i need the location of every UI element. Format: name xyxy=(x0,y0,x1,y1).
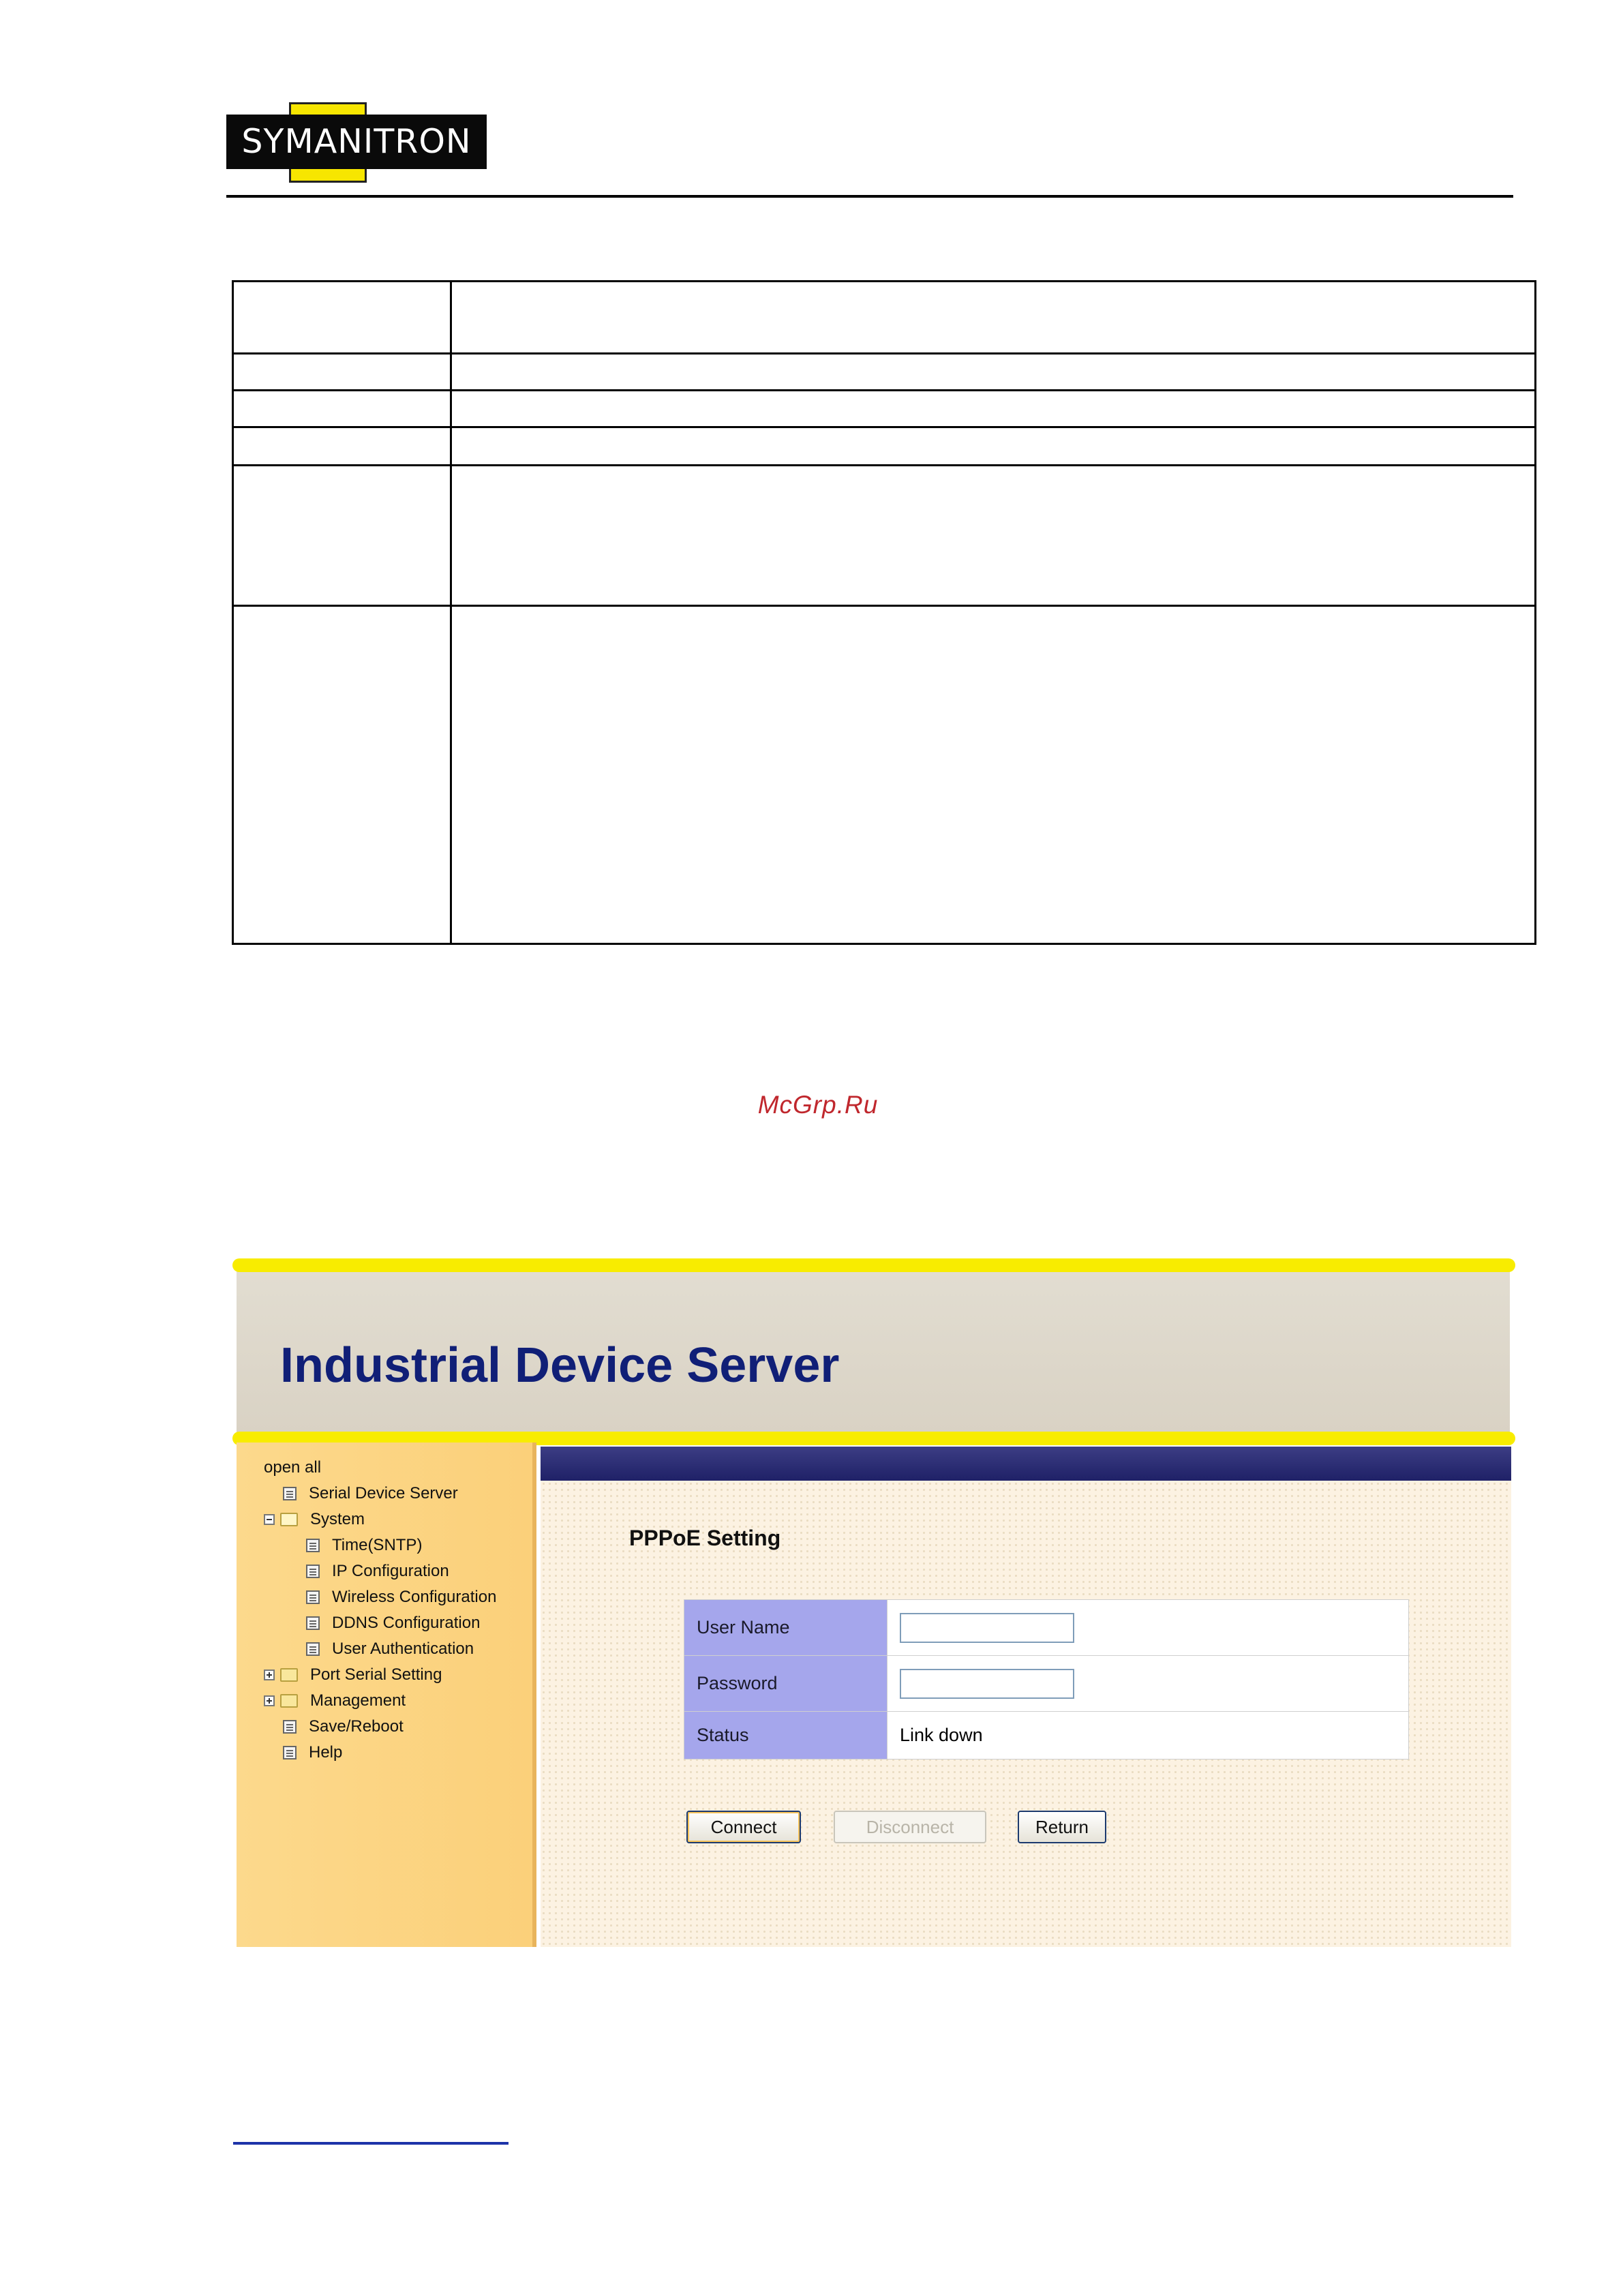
table-cell xyxy=(233,606,451,944)
table-cell xyxy=(233,427,451,466)
page-icon xyxy=(283,1720,297,1734)
status-label: Status xyxy=(684,1712,888,1759)
password-cell xyxy=(888,1656,1409,1712)
watermark: McGrp.Ru xyxy=(757,1091,879,1119)
table-row xyxy=(684,1656,1409,1712)
folder-icon xyxy=(280,1694,298,1708)
user-name-label: User Name xyxy=(684,1600,888,1656)
table-row xyxy=(233,391,1536,427)
logo-text: SYMANITRON xyxy=(241,122,472,161)
page-icon xyxy=(306,1642,320,1656)
open-all-link[interactable]: open all xyxy=(264,1458,322,1477)
table-cell xyxy=(451,606,1536,944)
password-input[interactable] xyxy=(900,1669,1074,1699)
page-icon xyxy=(306,1590,320,1604)
banner-title: Industrial Device Server xyxy=(280,1338,840,1393)
sidebar-tree xyxy=(237,1442,536,1947)
folder-open-icon xyxy=(280,1513,298,1526)
sidebar-item-user-authentication[interactable]: User Authentication xyxy=(306,1637,474,1661)
sidebar-item-serial-device-server[interactable]: Serial Device Server xyxy=(264,1482,458,1505)
table-cell xyxy=(451,354,1536,391)
table-row xyxy=(233,466,1536,606)
banner xyxy=(237,1271,1510,1434)
sidebar-item-time-sntp[interactable]: Time(SNTP) xyxy=(306,1534,422,1557)
sidebar-item-port-serial-setting[interactable]: Port Serial Setting xyxy=(264,1663,442,1687)
table-cell xyxy=(451,427,1536,466)
sidebar-item-system[interactable]: System xyxy=(264,1508,365,1531)
expand-toggle-icon[interactable] xyxy=(264,1695,275,1706)
sidebar-item-ddns-configuration[interactable]: DDNS Configuration xyxy=(306,1612,480,1635)
main-content xyxy=(541,1481,1511,1947)
sidebar-item-wireless-configuration[interactable]: Wireless Configuration xyxy=(306,1586,496,1609)
password-label: Password xyxy=(684,1656,888,1712)
banner-stripe-top xyxy=(232,1258,1515,1272)
symanitron-logo xyxy=(226,102,487,183)
sidebar-item-help[interactable]: Help xyxy=(264,1741,342,1764)
table-row xyxy=(233,354,1536,391)
table-cell xyxy=(233,354,451,391)
table-row xyxy=(684,1712,1409,1759)
page-icon xyxy=(283,1746,297,1759)
table-cell xyxy=(233,391,451,427)
table-cell xyxy=(451,466,1536,606)
footnote-rule xyxy=(233,2142,509,2145)
expand-toggle-icon[interactable] xyxy=(264,1670,275,1680)
table-cell xyxy=(451,391,1536,427)
sidebar-item-save-reboot[interactable]: Save/Reboot xyxy=(264,1715,404,1738)
ui-screenshot xyxy=(232,1258,1515,1947)
collapse-toggle-icon[interactable] xyxy=(264,1514,275,1525)
sidebar-item-ip-configuration[interactable]: IP Configuration xyxy=(306,1560,449,1583)
table-cell xyxy=(233,466,451,606)
top-navbar xyxy=(541,1447,1511,1481)
page-icon xyxy=(306,1616,320,1630)
table-row xyxy=(684,1600,1409,1656)
header-rule xyxy=(226,195,1513,198)
table-row xyxy=(233,606,1536,944)
table-row xyxy=(233,282,1536,354)
document-table xyxy=(232,280,1536,945)
user-name-cell xyxy=(888,1600,1409,1656)
return-button[interactable]: Return xyxy=(1018,1811,1106,1843)
table-cell xyxy=(451,282,1536,354)
page-icon xyxy=(306,1565,320,1578)
status-value: Link down xyxy=(888,1712,1409,1759)
folder-icon xyxy=(280,1668,298,1682)
page-title: PPPoE Setting xyxy=(629,1526,781,1550)
sidebar-item-management[interactable]: Management xyxy=(264,1689,406,1712)
page-icon xyxy=(306,1539,320,1552)
user-name-input[interactable] xyxy=(900,1613,1074,1643)
page-icon xyxy=(283,1487,297,1500)
disconnect-button[interactable]: Disconnect xyxy=(834,1811,986,1843)
connect-button[interactable]: Connect xyxy=(686,1811,801,1843)
pppoe-form xyxy=(684,1599,1409,1759)
table-cell xyxy=(233,282,451,354)
table-row xyxy=(233,427,1536,466)
